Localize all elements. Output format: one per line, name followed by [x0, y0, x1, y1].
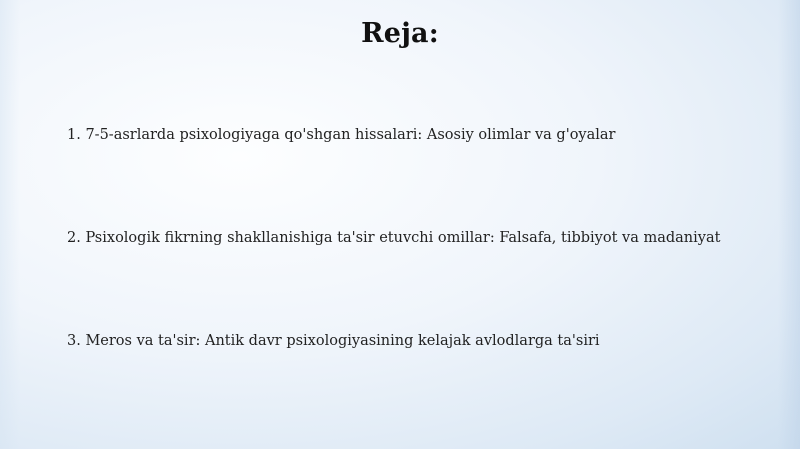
agenda-list	[67, 0, 782, 449]
agenda-item-3: 3. Meros va ta'sir: Antik davr psixologiyasining kelajak avlodlarga ta'siri	[67, 333, 600, 349]
agenda-item-2: 2. Psixologik fikrning shakllanishiga ta'sir etuvchi omillar: Falsafa, tibbiyot va madaniyat	[67, 230, 721, 246]
agenda-item-1: 1. 7-5-asrlarda psixologiyaga qo'shgan hissalari: Asosiy olimlar va g'oyalar	[67, 127, 616, 143]
slide-title: Reja:	[361, 18, 439, 49]
slide-left-edge-shade	[0, 0, 20, 449]
